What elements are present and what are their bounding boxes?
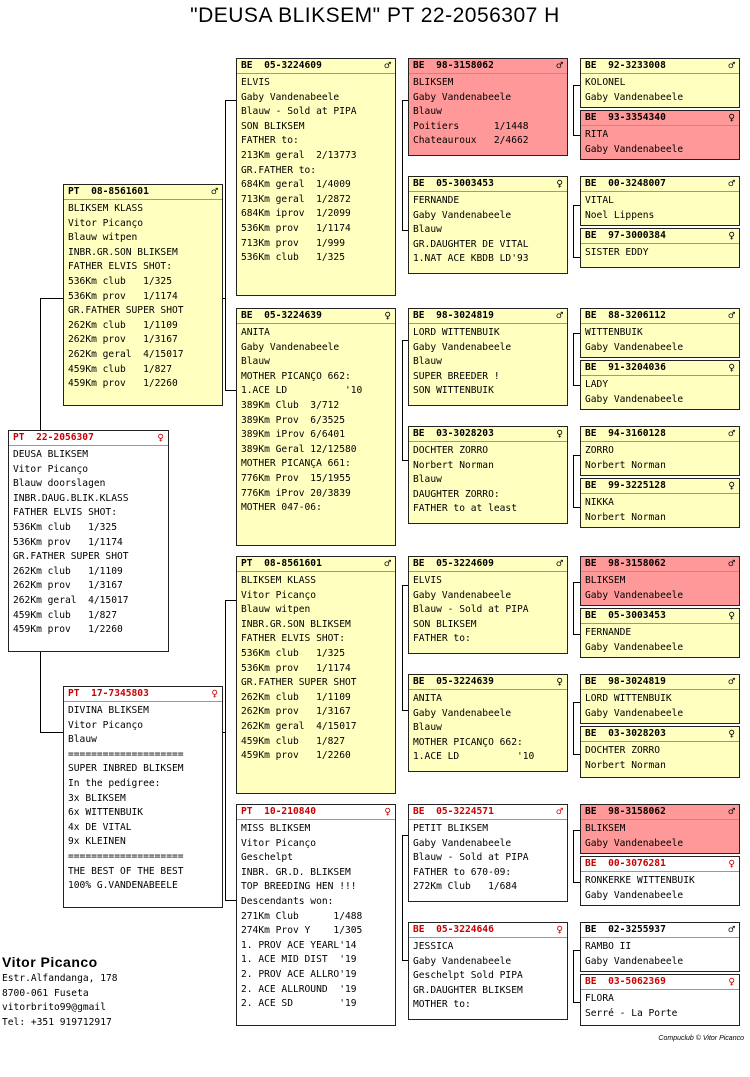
gen4-card-6 (580, 360, 740, 410)
pedigree-line: INBR.GR.SON BLIKSEM (241, 618, 351, 630)
female-icon: ♀ (728, 229, 735, 242)
ring-header (581, 805, 739, 820)
pedigree-line: Geschelpt Sold PIPA (413, 970, 523, 982)
pedigree-line: 4x DE VITAL (68, 821, 132, 833)
male-icon: ♂ (384, 557, 391, 570)
pedigree-line: Blauw (413, 722, 442, 734)
pedigree-line: Blauw (413, 356, 442, 368)
pedigree-line: GR.FATHER SUPER SHOT (68, 305, 184, 317)
pedigree-line: 262Km geral 4/15017 (13, 594, 129, 606)
pedigree-line: Poitiers 1/1448 (413, 120, 529, 132)
owner-name: Vitor Picanco (2, 954, 98, 970)
gen4-card-1 (580, 58, 740, 108)
pedigree-line: 1. PROV ACE YEARL'14 (241, 939, 357, 951)
pedigree-line: 1. ACE MID DIST '19 (241, 954, 357, 966)
dam-dam-card (236, 804, 396, 1026)
pedigree-line: MISS BLIKSEM (241, 823, 311, 834)
pedigree-line: BLIKSEM KLASS (241, 575, 317, 586)
pedigree-line: Blauw (413, 224, 442, 236)
pedigree-line: Gaby Vandenabeele (413, 837, 512, 849)
pedigree-line: 713Km geral 1/2872 (241, 193, 351, 205)
ring-header (409, 923, 567, 938)
pedigree-line: 536Km prov 1/1174 (13, 536, 123, 548)
footer-credit: Compuclub © Vitor Picanco (658, 1035, 744, 1042)
ring-number: BE 03-5062369 (585, 976, 666, 987)
pedigree-line: 536Km prov 1/1174 (241, 222, 351, 234)
female-icon: ♀ (384, 309, 391, 322)
pedigree-line: 389Km Club 3/712 (241, 399, 340, 411)
female-icon: ♀ (556, 923, 563, 936)
pedigree-line: 459Km prov 1/2260 (68, 378, 178, 390)
pedigree-line: 262Km prov 1/3167 (68, 334, 178, 346)
ggs-card-8 (408, 922, 568, 1020)
pedigree-line: BLIKSEM (585, 823, 626, 834)
gen4-card-16 (580, 974, 740, 1026)
sire-sire-card (236, 58, 396, 296)
dam-card (63, 686, 223, 908)
female-icon: ♀ (728, 479, 735, 492)
pedigree-line: SON WITTENBUIK (413, 385, 494, 397)
pedigree-line: 6x WITTENBUIK (68, 807, 144, 819)
owner-email: vitorbrito99@gmail (2, 1002, 106, 1014)
pedigree-line: FATHER ELVIS SHOT: (241, 633, 345, 645)
ring-header (237, 557, 395, 572)
pedigree-line: VITAL (585, 195, 614, 206)
pedigree-line: KOLONEL (585, 77, 626, 88)
ring-number: BE 05-3224571 (413, 806, 494, 817)
pedigree-line: DEUSA BLIKSEM (13, 449, 89, 460)
pedigree-line: Chateauroux 2/4662 (413, 135, 529, 147)
gen4-card-9 (580, 556, 740, 606)
ring-number: BE 03-3028203 (413, 428, 494, 439)
pedigree-line: Gaby Vandenabeele (413, 341, 512, 353)
ring-number: BE 05-3224639 (241, 310, 322, 321)
gen4-card-12 (580, 726, 740, 778)
pedigree-line: MOTHER PICANÇO 662: (241, 370, 351, 382)
pedigree-line: 9x KLEINEN (68, 836, 126, 848)
ring-header (581, 923, 739, 938)
pedigree-line: Gaby Vandenabeele (585, 707, 684, 719)
pedigree-line: FATHER to 670-09: (413, 866, 512, 878)
pedigree-line: ZORRO (585, 445, 614, 456)
pedigree-line: 536Km club 1/325 (13, 521, 117, 533)
female-icon: ♀ (728, 975, 735, 988)
pedigree-line: 389Km Prov 6/3525 (241, 414, 345, 426)
male-icon: ♂ (728, 557, 735, 570)
pedigree-line: 272Km Club 1/684 (413, 881, 517, 893)
pedigree-line: Gaby Vandenabeele (413, 91, 512, 103)
ring-header (581, 479, 739, 494)
pedigree-title: "DEUSA BLIKSEM" PT 22-2056307 H (190, 4, 560, 27)
pedigree-line: Blauw witpen (68, 232, 138, 244)
ring-number: BE 05-3224609 (413, 558, 494, 569)
pedigree-line: Blauw (241, 356, 270, 368)
ring-header (9, 431, 168, 446)
owner-phone: Tel: +351 919712917 (2, 1016, 112, 1028)
pedigree-line: Blauw (413, 474, 442, 486)
pedigree-line: 536Km club 1/325 (241, 252, 345, 264)
pedigree-line: 536Km prov 1/1174 (241, 662, 351, 674)
ring-header (581, 59, 739, 74)
pedigree-line: Geschelpt (241, 852, 293, 864)
ring-header (581, 857, 739, 872)
ring-number: BE 05-3224646 (413, 924, 494, 935)
ring-number: BE 94-3160128 (585, 428, 666, 439)
pedigree-line: 536Km club 1/325 (68, 275, 172, 287)
pedigree-line: INBR.GR.SON BLIKSEM (68, 246, 178, 258)
male-icon: ♂ (556, 805, 563, 818)
pedigree-line: 776Km Prov 15/1955 (241, 472, 351, 484)
ggs-card-3 (408, 308, 568, 406)
pedigree-line: Gaby Vandenabeele (241, 91, 340, 103)
ring-header (237, 59, 395, 74)
pedigree-line: Gaby Vandenabeele (585, 393, 684, 405)
ring-number: PT 10-210840 (241, 806, 317, 817)
pedigree-line: Norbert Norman (585, 459, 666, 471)
ring-header (581, 427, 739, 442)
pedigree-line: ANITA (241, 327, 270, 338)
gen4-card-7 (580, 426, 740, 476)
pedigree-line: ==================== (68, 850, 184, 862)
pedigree-line: FLORA (585, 993, 614, 1004)
dam-sire-card (236, 556, 396, 794)
pedigree-line: 776Km iProv 20/3839 (241, 487, 351, 499)
pedigree-line: RITA (585, 129, 609, 140)
pedigree-line: GR.FATHER to: (241, 164, 317, 176)
pedigree-line: BLIKSEM (413, 77, 454, 88)
pedigree-line: Norbert Norman (585, 759, 666, 771)
pedigree-line: 2. PROV ACE ALLRO'19 (241, 968, 357, 980)
pedigree-line: 459Km club 1/827 (13, 609, 117, 621)
pedigree-line: Blauw - Sold at PIPA (413, 852, 529, 864)
pedigree-line: Vitor Picanço (241, 837, 317, 849)
pedigree-line: 389Km iProv 6/6401 (241, 429, 345, 441)
pedigree-line: ANITA (413, 693, 442, 704)
female-icon: ♀ (556, 177, 563, 190)
pedigree-line: DIVINA BLIKSEM (68, 705, 149, 716)
pedigree-line: 536Km club 1/325 (241, 647, 345, 659)
pedigree-line: NIKKA (585, 497, 614, 508)
pedigree-line: LORD WITTENBUIK (585, 693, 672, 704)
pedigree-line: Gaby Vandenabeele (585, 889, 684, 901)
ring-header (237, 309, 395, 324)
pedigree-line: In the pedigree: (68, 777, 161, 789)
subject-pigeon-card (8, 430, 169, 652)
pedigree-line: 459Km prov 1/2260 (13, 624, 123, 636)
pedigree-line: 389Km Geral 12/12580 (241, 443, 357, 455)
pedigree-line: Gaby Vandenabeele (413, 955, 512, 967)
female-icon: ♀ (728, 361, 735, 374)
gen4-card-3 (580, 176, 740, 226)
pedigree-line: 213Km geral 2/13773 (241, 149, 357, 161)
owner-block (2, 952, 118, 1030)
ring-header (581, 609, 739, 624)
ring-number: BE 92-3233008 (585, 60, 666, 71)
pedigree-line: 459Km prov 1/2260 (241, 750, 351, 762)
female-icon: ♀ (157, 431, 164, 444)
ggs-card-1 (408, 58, 568, 156)
pedigree-line: DOCHTER ZORRO (585, 745, 661, 756)
pedigree-line: 3x BLIKSEM (68, 792, 126, 804)
pedigree-line: THE BEST OF THE BEST (68, 865, 184, 877)
ring-header (409, 805, 567, 820)
pedigree-line: 1.ACE LD '10 (241, 385, 363, 397)
pedigree-line: SON BLIKSEM (241, 120, 305, 132)
pedigree-line: GR.FATHER SUPER SHOT (241, 677, 357, 689)
pedigree-line: WITTENBUIK (585, 327, 643, 338)
pedigree-line: 271Km Club 1/488 (241, 910, 363, 922)
ring-header (237, 805, 395, 820)
pedigree-line: Norbert Norman (585, 511, 666, 523)
pedigree-line: Gaby Vandenabeele (585, 341, 684, 353)
pedigree-line: 459Km club 1/827 (241, 735, 345, 747)
pedigree-line: LADY (585, 379, 609, 390)
pedigree-line: Blauw doorslagen (13, 478, 106, 490)
ring-number: BE 05-3003453 (413, 178, 494, 189)
ring-number: BE 00-3248007 (585, 178, 666, 189)
pedigree-line: DOCHTER ZORRO (413, 445, 489, 456)
gen4-card-13 (580, 804, 740, 854)
pedigree-line: SON BLIKSEM (413, 618, 477, 630)
pedigree-line: Vitor Picanço (13, 463, 89, 475)
pedigree-line: INBR. GR.D. BLIKSEM (241, 866, 351, 878)
male-icon: ♂ (728, 923, 735, 936)
pedigree-line: Blauw (413, 106, 442, 118)
ring-number: BE 05-3003453 (585, 610, 666, 621)
pedigree-line: 684Km geral 1/4009 (241, 179, 351, 191)
ring-number: BE 88-3206112 (585, 310, 666, 321)
ring-number: BE 91-3204036 (585, 362, 666, 373)
pedigree-line: JESSICA (413, 941, 454, 952)
pedigree-line: Gaby Vandenabeele (585, 589, 684, 601)
pedigree-line: 262Km club 1/1109 (68, 319, 178, 331)
pedigree-line: Gaby Vandenabeele (413, 209, 512, 221)
ring-header (64, 687, 222, 702)
pedigree-line: Gaby Vandenabeele (413, 589, 512, 601)
ring-number: BE 05-3224609 (241, 60, 322, 71)
gen4-card-2 (580, 110, 740, 160)
pedigree-line: MOTHER PICANÇO 662: (413, 736, 523, 748)
pedigree-line: ==================== (68, 748, 184, 760)
pedigree-line: Vitor Picanço (68, 719, 144, 731)
ring-header (581, 177, 739, 192)
ring-number: BE 98-3158062 (585, 558, 666, 569)
pedigree-line: 274Km Prov Y 1/305 (241, 925, 363, 937)
male-icon: ♂ (728, 309, 735, 322)
pedigree-line: MOTHER to: (413, 999, 471, 1011)
gen4-card-15 (580, 922, 740, 972)
ring-number: BE 97-3000384 (585, 230, 666, 241)
gen4-card-4 (580, 228, 740, 268)
pedigree-line: LORD WITTENBUIK (413, 327, 500, 338)
male-icon: ♂ (384, 59, 391, 72)
pedigree-line: Gaby Vandenabeele (585, 91, 684, 103)
ring-header (581, 975, 739, 990)
gen4-card-5 (580, 308, 740, 358)
ring-header (581, 557, 739, 572)
female-icon: ♀ (211, 687, 218, 700)
pedigree-line: 2. ACE ALLROUND '19 (241, 983, 357, 995)
pedigree-line: 2. ACE SD '19 (241, 998, 357, 1010)
ring-number: BE 05-3224639 (413, 676, 494, 687)
pedigree-line: BLIKSEM KLASS (68, 203, 144, 214)
female-icon: ♀ (556, 675, 563, 688)
ring-header (581, 361, 739, 376)
pedigree-line: FATHER to at least (413, 503, 517, 515)
pedigree-line: ELVIS (413, 575, 442, 586)
ring-number: BE 03-3028203 (585, 728, 666, 739)
pedigree-line: Noel Lippens (585, 209, 655, 221)
ggs-card-4 (408, 426, 568, 524)
pedigree-line: RONKERKE WITTENBUIK (585, 875, 695, 886)
ring-header (581, 727, 739, 742)
ring-number: BE 99-3225128 (585, 480, 666, 491)
ggs-card-5 (408, 556, 568, 654)
pedigree-line: 1.ACE LD '10 (413, 751, 535, 763)
pedigree-line: Gaby Vandenabeele (413, 707, 512, 719)
male-icon: ♂ (728, 427, 735, 440)
ring-header (409, 309, 567, 324)
male-icon: ♂ (728, 59, 735, 72)
ring-header (581, 229, 739, 244)
pedigree-line: FATHER ELVIS SHOT: (13, 507, 117, 519)
pedigree-line: GR.DAUGHTER BLIKSEM (413, 984, 523, 996)
gen4-card-11 (580, 674, 740, 724)
ggs-card-6 (408, 674, 568, 772)
pedigree-line: 713Km prov 1/999 (241, 237, 345, 249)
female-icon: ♀ (384, 805, 391, 818)
male-icon: ♂ (556, 309, 563, 322)
sire-dam-card (236, 308, 396, 546)
pedigree-line: Serré - La Porte (585, 1007, 678, 1019)
ring-number: BE 93-3354340 (585, 112, 666, 123)
pedigree-line: 536Km prov 1/1174 (68, 290, 178, 302)
gen4-card-14 (580, 856, 740, 906)
female-icon: ♀ (728, 727, 735, 740)
pedigree-line: MOTHER PICANÇA 661: (241, 458, 351, 470)
ring-number: BE 02-3255937 (585, 924, 666, 935)
pedigree-line: PETIT BLIKSEM (413, 823, 489, 834)
pedigree-line: Gaby Vandenabeele (585, 955, 684, 967)
pedigree-line: 262Km geral 4/15017 (241, 720, 357, 732)
ring-number: BE 98-3024819 (585, 676, 666, 687)
pedigree-line: TOP BREEDING HEN !!! (241, 881, 357, 893)
male-icon: ♂ (728, 675, 735, 688)
ring-number: PT 08-8561601 (241, 558, 322, 569)
pedigree-line: 262Km prov 1/3167 (241, 706, 351, 718)
ring-header (581, 675, 739, 690)
pedigree-line: Gaby Vandenabeele (585, 837, 684, 849)
owner-city: 8700-061 Fuseta (2, 987, 89, 999)
pedigree-line: 262Km club 1/1109 (241, 691, 351, 703)
ring-number: PT 17-7345803 (68, 688, 149, 699)
pedigree-line: SISTER EDDY (585, 247, 649, 258)
ggs-card-7 (408, 804, 568, 902)
pedigree-line: Blauw - Sold at PIPA (413, 604, 529, 616)
female-icon: ♀ (728, 857, 735, 870)
male-icon: ♂ (556, 557, 563, 570)
ring-header (581, 309, 739, 324)
pedigree-line: 684Km iprov 1/2099 (241, 208, 351, 220)
pedigree-line: ELVIS (241, 77, 270, 88)
pedigree-line: FATHER ELVIS SHOT: (68, 261, 172, 273)
owner-address: Estr.Alfandanga, 178 (2, 973, 118, 984)
male-icon: ♂ (556, 59, 563, 72)
ring-number: PT 08-8561601 (68, 186, 149, 197)
gen4-card-10 (580, 608, 740, 658)
pedigree-line: Descendants won: (241, 895, 334, 907)
pedigree-line: DAUGHTER ZORRO: (413, 488, 500, 500)
pedigree-line: FATHER to: (241, 135, 299, 147)
pedigree-line: 100% G.VANDENABEELE (68, 880, 178, 892)
pedigree-line: GR.DAUGHTER DE VITAL (413, 238, 529, 250)
pedigree-line: FERNANDE (585, 627, 632, 638)
pedigree-line: SUPER BREEDER ! (413, 370, 500, 382)
pedigree-line: GR.FATHER SUPER SHOT (13, 551, 129, 563)
ring-header (409, 427, 567, 442)
pedigree-line: SUPER INBRED BLIKSEM (68, 763, 184, 775)
ring-header (409, 675, 567, 690)
ring-header (409, 59, 567, 74)
pedigree-line: 262Km geral 4/15017 (68, 348, 184, 360)
sire-card (63, 184, 223, 406)
pedigree-line: 459Km club 1/827 (68, 363, 172, 375)
ring-number: BE 98-3024819 (413, 310, 494, 321)
ggs-card-2 (408, 176, 568, 274)
gen4-card-8 (580, 478, 740, 528)
pedigree-line: MOTHER 047-06: (241, 502, 322, 514)
pedigree-line: Gaby Vandenabeele (241, 341, 340, 353)
male-icon: ♂ (728, 177, 735, 190)
pedigree-line: Blauw witpen (241, 604, 311, 616)
ring-number: PT 22-2056307 (13, 432, 94, 443)
pedigree-line: Norbert Norman (413, 459, 494, 471)
pedigree-line: Gaby Vandenabeele (585, 641, 684, 653)
ring-header (64, 185, 222, 200)
ring-number: BE 00-3076281 (585, 858, 666, 869)
ring-header (409, 557, 567, 572)
female-icon: ♀ (556, 427, 563, 440)
pedigree-line: FERNANDE (413, 195, 460, 206)
pedigree-line: Vitor Picanço (241, 589, 317, 601)
ring-header (581, 111, 739, 126)
pedigree-line: 262Km prov 1/3167 (13, 580, 123, 592)
ring-header (409, 177, 567, 192)
pedigree-line: Blauw (68, 734, 97, 746)
pedigree-line: Gaby Vandenabeele (585, 143, 684, 155)
pedigree-line: BLIKSEM (585, 575, 626, 586)
pedigree-line: Blauw - Sold at PIPA (241, 106, 357, 118)
pedigree-line: 1.NAT ACE KBDB LD'93 (413, 253, 529, 265)
female-icon: ♀ (728, 111, 735, 124)
ring-number: BE 98-3158062 (585, 806, 666, 817)
pedigree-line: FATHER to: (413, 633, 471, 645)
ring-number: BE 98-3158062 (413, 60, 494, 71)
pedigree-line: Vitor Picanço (68, 217, 144, 229)
male-icon: ♂ (211, 185, 218, 198)
pedigree-line: INBR.DAUG.BLIK.KLASS (13, 492, 129, 504)
pedigree-line: RAMBO II (585, 941, 632, 952)
female-icon: ♀ (728, 609, 735, 622)
pedigree-line: 262Km club 1/1109 (13, 565, 123, 577)
male-icon: ♂ (728, 805, 735, 818)
